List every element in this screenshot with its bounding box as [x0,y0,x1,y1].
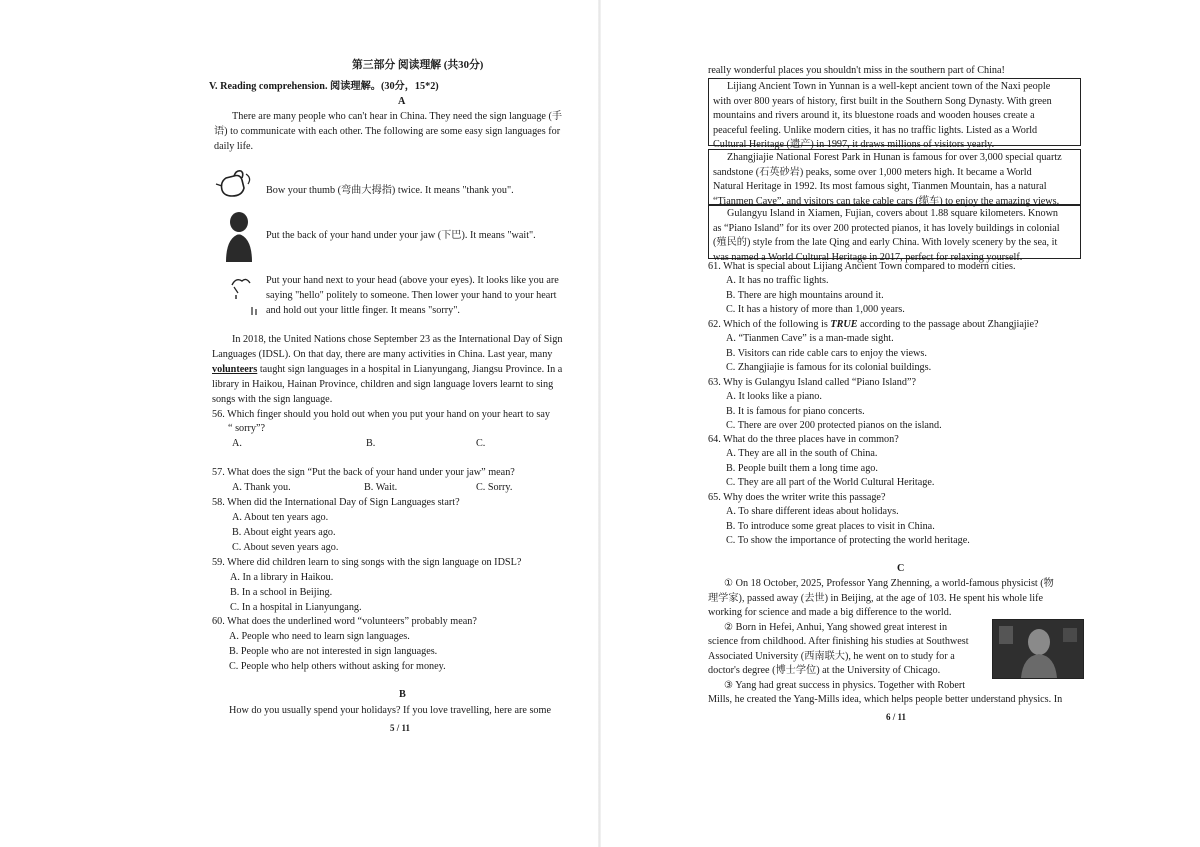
passage-c-line: 理学家), passed away (去世) in Beijing, at the age of 103. He spent his whole life [708,593,1043,604]
box-line: sandstone (石英砂岩) peaks, some over 1,000 meters high. It became a World [713,166,1032,178]
question-59-stem: 59. Where did children learn to sing songs with the sign language on IDSL? [212,557,522,568]
question-61-option-b[interactable]: B. There are high mountains around it. [726,290,884,301]
passage-b-lead-line: really wonderful places you shouldn't miss in the southern part of China! [708,65,1005,76]
question-62-stem: 62. Which of the following is TRUE according to the passage about Zhangjiajie? [708,319,1039,330]
passage-c-line: ② Born in Hefei, Anhui, Yang showed great interest in [724,622,948,633]
hand-under-jaw-sign-icon [222,210,256,262]
box-line: Zhangjiajie National Forest Park in Hunan is famous for over 3,000 special quartz [727,152,1062,163]
part-heading: V. Reading comprehension. 阅读理解。(30分，15*2) [209,81,439,92]
emphasis-true: TRUE [830,319,858,330]
sign-description-line: saying "hello" politely to someone. Then lower your hand to your heart [266,290,557,301]
underlined-word: volunteers [212,364,258,375]
box-line: (殖民的) style from the late Qing and early China. With lovely scenery by the sea, it [713,237,1058,249]
box-line: mountains and rivers around it, its bluestone roads and wooden houses create a [713,110,1035,122]
box-line: Lijiang Ancient Town in Yunnan is a well-kept ancient town of the Naxi people [727,81,1051,92]
question-62-option-c[interactable]: C. Zhangjiajie is famous for its colonial buildings. [726,362,932,373]
question-60-option-b[interactable]: B. People who are not interested in sign languages. [229,646,438,657]
question-59-option-c[interactable]: C. In a hospital in Lianyungang. [230,602,362,613]
box-line: with over 800 years of history, first built in the Southern Song Dynasty. With green [713,95,1052,107]
question-58-option-a[interactable]: A. About ten years ago. [232,512,329,523]
question-62-option-b[interactable]: B. Visitors can ride cable cars to enjoy the views. [726,348,927,359]
question-61-stem: 61. What is special about Lijiang Ancient Town compared to modern cities. [708,261,1016,272]
paragraph-line: library in Haikou, Hainan Province, children and sign language lovers learnt to sing [212,379,554,390]
intro-line: daily life. [214,141,254,152]
passage-c-line: ③ Yang had great success in physics. Together with Robert [724,680,966,691]
passage-c-line: ① On 18 October, 2025, Professor Yang Zhenning, a world-famous physicist (物 [724,578,1054,589]
question-56-stem: “ sorry”? [228,423,266,434]
box-line: Gulangyu Island in Xiamen, Fujian, covers about 1.88 square kilometers. Known [727,208,1059,219]
question-58-option-b[interactable]: B. About eight years ago. [232,527,336,538]
yang-zhenning-photo [992,619,1084,679]
question-63-option-b[interactable]: B. It is famous for piano concerts. [726,406,865,417]
question-63-stem: 63. Why is Gulangyu Island called “Piano Island”? [708,377,917,388]
question-64-option-a[interactable]: A. They are all in the south of China. [726,448,878,459]
question-57-option-b[interactable]: B. Wait. [364,482,398,493]
question-63-option-a[interactable]: A. It looks like a piano. [726,391,822,402]
passage-c-label: C [897,563,905,574]
question-57-stem: 57. What does the sign “Put the back of your hand under your jaw” mean? [212,467,515,478]
box-line: “Tianmen Cave”, and visitors can take cable cars (缆车) to enjoy the amazing views. [713,195,1060,207]
question-56-option-a[interactable]: A. [232,438,242,449]
question-58-option-c[interactable]: C. About seven years ago. [232,542,339,553]
thumb-bow-sign-icon [214,168,260,202]
question-60-option-c[interactable]: C. People who help others without asking for money. [229,661,446,672]
question-58-stem: 58. When did the International Day of Sign Languages start? [212,497,460,508]
paragraph-line: Languages (IDSL). On that day, there are many activities in China. Last year, many [212,349,553,360]
question-65-option-c[interactable]: C. To show the importance of protecting the world heritage. [726,535,970,546]
sign-description: Bow your thumb (弯曲大拇指) twice. It means "thank you". [266,185,514,196]
question-56-option-b[interactable]: B. [366,438,376,449]
question-65-option-a[interactable]: A. To share different ideas about holidays. [726,506,899,517]
page-number: 6 / 11 [886,712,907,722]
question-57-option-a[interactable]: A. Thank you. [232,482,291,493]
passage-c-line: science from childhood. After finishing his studies at Southwest [708,636,969,647]
question-62-option-a[interactable]: A. “Tianmen Cave” is a man-made sight. [726,333,894,344]
lijiang-box [708,78,1081,151]
box-line: as “Piano Island” for its over 200 protected pianos, it has lovely buildings in colonial [713,222,1060,234]
question-57-option-c[interactable]: C. Sorry. [476,482,513,493]
question-65-stem: 65. Why does the writer write this passage? [708,492,886,503]
question-63-option-c[interactable]: C. There are over 200 protected pianos on the island. [726,420,942,431]
passage-b-line: How do you usually spend your holidays? If you love travelling, here are some [229,705,551,716]
intro-line: There are many people who can't hear in China. They need the sign language (手 [232,111,563,122]
question-60-option-a[interactable]: A. People who need to learn sign languages. [229,631,410,642]
box-line: Natural Heritage in 1992. Its most famous sight, Tianmen Mountain, has a natural [713,181,1047,193]
passage-c-line: working for science and made a big difference to the world. [708,607,952,618]
question-59-option-a[interactable]: A. In a library in Haikou. [230,572,334,583]
question-60-stem: 60. What does the underlined word “volunteers” probably mean? [212,616,477,627]
paragraph-line: songs with the sign language. [212,394,333,405]
passage-a-label: A [398,96,406,107]
sign-description-line: and hold out your little finger. It means "sorry". [266,305,460,316]
question-61-option-c[interactable]: C. It has a history of more than 1,000 years. [726,304,905,315]
question-64-option-c[interactable]: C. They are all part of the World Cultural Heritage. [726,477,935,488]
box-line: peaceful feeling. Unlike modern cities, it has no traffic lights. Listed as a World [713,124,1038,136]
question-61-option-a[interactable]: A. It has no traffic lights. [726,275,829,286]
question-59-option-b[interactable]: B. In a school in Beijing. [230,587,333,598]
box-line: Cultural Heritage (遗产) in 1997, it draws millions of visitors yearly. [713,139,995,151]
sign-description: Put the back of your hand under your jaw (下巴). It means "wait". [266,230,536,241]
paragraph-line: volunteers taught sign languages in a hospital in Lianyungang, Jiangsu Province. In a [212,364,563,375]
question-65-option-b[interactable]: B. To introduce some great places to visit in China. [726,521,935,532]
sign-description-line: Put your hand next to your head (above your eyes). It looks like you are [266,275,559,286]
passage-c-line: Associated University (西南联大), he went on to study for a [708,651,955,662]
section-title: 第三部分 阅读理解 (共30分) [352,59,484,71]
right-page [600,0,1200,847]
box-line: was named a World Cultural Heritage in 2017, perfect for relaxing yourself. [713,251,1023,263]
hand-next-to-head-sign-icon [228,275,258,315]
passage-c-line: Mills, he created the Yang-Mills idea, which helps people better understand physics. In [708,694,1063,705]
passage-c-line: doctor's degree (博士学位) at the University of Chicago. [708,665,941,676]
question-56-stem: 56. Which finger should you hold out when you put your hand on your heart to say [212,409,550,420]
question-64-stem: 64. What do the three places have in common? [708,434,899,445]
passage-b-label: B [399,689,406,700]
paragraph-line: In 2018, the United Nations chose September 23 as the International Day of Sign [232,334,563,345]
page-number: 5 / 11 [390,723,411,733]
zhangjiajie-box [708,149,1081,205]
gulangyu-box [708,205,1081,263]
intro-line: 语) to communicate with each other. The following are some easy sign languages for [214,126,561,137]
question-64-option-b[interactable]: B. People built them a long time ago. [726,463,878,474]
question-56-option-c[interactable]: C. [476,438,486,449]
